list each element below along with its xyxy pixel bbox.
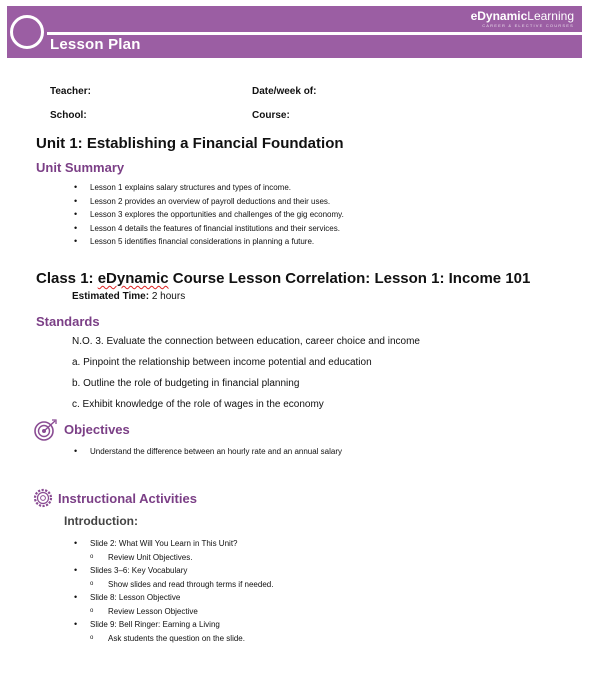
teacher-label: Teacher: xyxy=(50,86,91,97)
outline-item: • Slide 9: Bell Ringer: Earning a Living xyxy=(74,618,273,632)
header-circle-icon xyxy=(10,15,44,49)
header-banner xyxy=(7,6,582,58)
outline-subitem: o Show slides and read through terms if needed. xyxy=(74,578,273,592)
gear-icon xyxy=(33,488,53,508)
unit-summary-list xyxy=(74,181,344,249)
list-item: • Understand the difference between an hourly rate and an annual salary xyxy=(74,445,342,459)
introduction-heading: Introduction: xyxy=(64,514,138,528)
brand-logo: eDynamicLearning CAREER & ELECTIVE COURSES xyxy=(470,9,574,28)
standard-item: c. Exhibit knowledge of the role of wages in the economy xyxy=(72,399,324,410)
outline-subitem: o Ask students the question on the slide. xyxy=(74,632,273,646)
date-label: Date/week of: xyxy=(252,86,317,97)
list-item: • Lesson 3 explores the opportunities and challenges of the gig economy. xyxy=(74,208,344,222)
list-item: • Lesson 1 explains salary structures and types of income. xyxy=(74,181,344,195)
page-title: Lesson Plan xyxy=(50,36,141,53)
brand-word: eDynamic xyxy=(97,270,169,287)
outline-item: • Slides 3–6: Key Vocabulary xyxy=(74,564,273,578)
activities-heading: Instructional Activities xyxy=(58,491,197,506)
class-title: Class 1: eDynamic Course Lesson Correlation: Lesson 1: Income 101 xyxy=(36,270,531,287)
unit-title: Unit 1: Establishing a Financial Foundation xyxy=(36,135,344,152)
estimated-time: Estimated Time: 2 hours xyxy=(72,291,186,302)
standard-item: a. Pinpoint the relationship between income potential and education xyxy=(72,357,372,368)
objectives-list xyxy=(74,445,342,459)
list-item: • Lesson 2 provides an overview of payroll deductions and their uses. xyxy=(74,195,344,209)
standards-heading: Standards xyxy=(36,314,100,329)
list-item: • Lesson 4 details the features of financial institutions and their services. xyxy=(74,222,344,236)
list-item: • Lesson 5 identifies financial considerations in planning a future. xyxy=(74,235,344,249)
objectives-heading: Objectives xyxy=(64,422,130,437)
unit-summary-heading: Unit Summary xyxy=(36,160,125,175)
header-rule xyxy=(47,32,582,35)
standard-item: N.O. 3. Evaluate the connection between education, career choice and income xyxy=(72,336,420,347)
outline-subitem: o Review Lesson Objective xyxy=(74,605,273,619)
outline-subitem: o Review Unit Objectives. xyxy=(74,551,273,565)
school-label: School: xyxy=(50,110,87,121)
activities-outline xyxy=(74,537,273,645)
course-label: Course: xyxy=(252,110,290,121)
standard-item: b. Outline the role of budgeting in financial planning xyxy=(72,378,300,389)
outline-item: • Slide 2: What Will You Learn in This Unit? xyxy=(74,537,273,551)
outline-item: • Slide 8: Lesson Objective xyxy=(74,591,273,605)
target-icon xyxy=(33,418,59,442)
